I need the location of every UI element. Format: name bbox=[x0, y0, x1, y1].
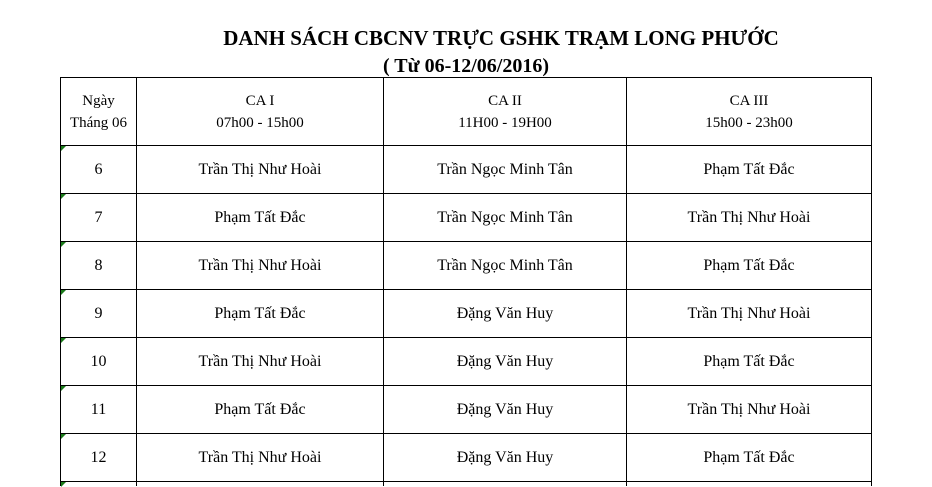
shift-1-cell: Trần Thị Như Hoài bbox=[137, 242, 384, 290]
shift-2-cell: Đặng Văn Huy bbox=[384, 338, 627, 386]
shift-3-cell: Phạm Tất Đắc bbox=[627, 146, 872, 194]
shift-2-cell: Trần Ngọc Minh Tân bbox=[384, 242, 627, 290]
day-cell: 10 bbox=[61, 338, 137, 386]
table-row bbox=[61, 386, 872, 434]
header-month-label: Tháng 06 bbox=[69, 114, 128, 131]
shift-1-cell: Trần Thị Như Hoài bbox=[137, 434, 384, 482]
shift-2-cell: Đặng Văn Huy bbox=[384, 434, 627, 482]
shift-2-cell: Đặng Văn Huy bbox=[384, 386, 627, 434]
table-row bbox=[61, 338, 872, 386]
table-row bbox=[61, 194, 872, 242]
shift-1-time: 07h00 - 15h00 bbox=[216, 114, 304, 131]
table-row bbox=[61, 290, 872, 338]
day-cell: 6 bbox=[61, 146, 137, 194]
shift-1-cell: Trần Thị Như Hoài bbox=[137, 338, 384, 386]
shift-2-name: CA II bbox=[488, 92, 522, 109]
header-shift-3 bbox=[627, 78, 872, 146]
shift-3-cell: Trần Thị Như Hoài bbox=[627, 386, 872, 434]
shift-3-time: 15h00 - 23h00 bbox=[705, 114, 793, 131]
day-cell: 11 bbox=[61, 386, 137, 434]
shift-2-cell: Trần Ngọc Minh Tân bbox=[384, 194, 627, 242]
header-row bbox=[61, 78, 872, 146]
shift-3-cell: Phạm Tất Đắc bbox=[627, 434, 872, 482]
shift-1-cell: Trần Thị Như Hoài bbox=[137, 146, 384, 194]
shift-2-cell: Đặng Văn Huy bbox=[384, 290, 627, 338]
header-day bbox=[61, 78, 137, 146]
duty-schedule-table bbox=[60, 77, 872, 486]
shift-3-cell: Trần Thị Như Hoài bbox=[627, 194, 872, 242]
header-day-label: Ngày bbox=[82, 92, 115, 109]
shift-1-cell: Phạm Tất Đắc bbox=[137, 290, 384, 338]
shift-2-cell: Trần Ngọc Minh Tân bbox=[384, 146, 627, 194]
table-row bbox=[61, 434, 872, 482]
header-shift-2 bbox=[384, 78, 627, 146]
shift-3-cell: Phạm Tất Đắc bbox=[627, 338, 872, 386]
shift-1-cell: Phạm Tất Đắc bbox=[137, 194, 384, 242]
document-title: DANH SÁCH CBCNV TRỰC GSHK TRẠM LONG PHƯỚC bbox=[223, 26, 779, 50]
day-cell: 8 bbox=[61, 242, 137, 290]
day-cell: 12 bbox=[61, 434, 137, 482]
shift-3-name: CA III bbox=[729, 92, 769, 109]
table-row bbox=[61, 146, 872, 194]
day-cell: 9 bbox=[61, 290, 137, 338]
shift-3-cell: Phạm Tất Đắc bbox=[627, 242, 872, 290]
document-subtitle: ( Từ 06-12/06/2016) bbox=[382, 55, 550, 77]
shift-2-time: 11H00 - 19H00 bbox=[458, 114, 552, 131]
shift-3-cell: Trần Thị Như Hoài bbox=[627, 290, 872, 338]
day-cell: 7 bbox=[61, 194, 137, 242]
shift-1-name: CA I bbox=[245, 92, 275, 109]
header-shift-1 bbox=[137, 78, 384, 146]
table-row bbox=[61, 242, 872, 290]
shift-1-cell: Phạm Tất Đắc bbox=[137, 386, 384, 434]
